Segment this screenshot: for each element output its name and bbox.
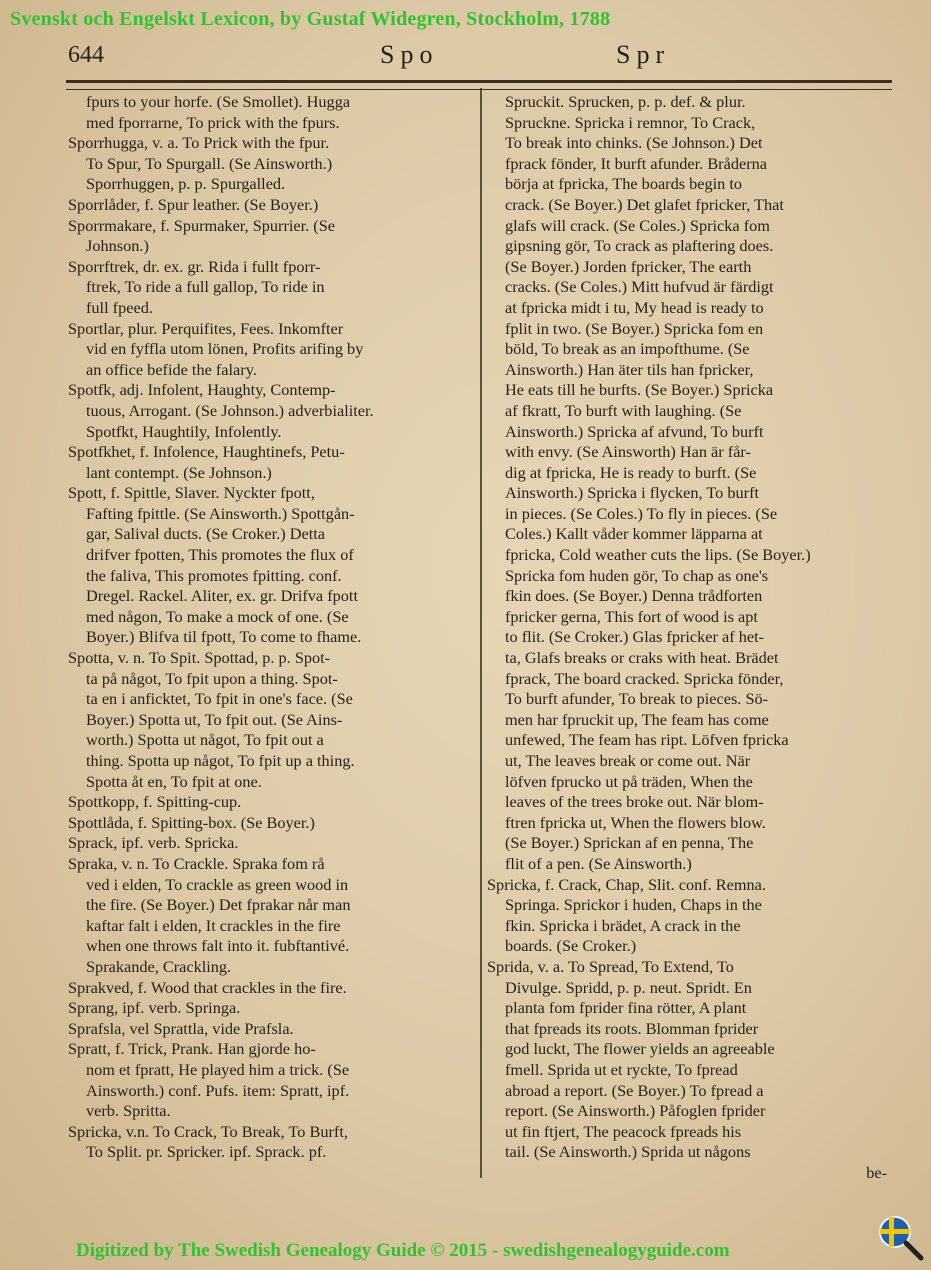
right-column-line: Spruckit. Sprucken, p. p. def. & plur. [505, 92, 746, 111]
top-banner: Svenskt och Engelskt Lexicon, by Gustaf Widegren, Stockholm, 1788 [10, 8, 611, 30]
left-column-line: med fporrarne, To prick with the fpurs. [86, 112, 340, 132]
left-column-line: Sprakved, f. Wood that crackles in the fire. [68, 977, 347, 997]
right-column-line: Coles.) Kallt våder kommer läpparna at [505, 524, 763, 544]
right-column-line: Springa. Sprickor i huden, Chaps in the [505, 895, 762, 915]
page-header [68, 38, 888, 78]
right-column-line: Sprida, v. a. To Spread, To Extend, To [487, 956, 734, 976]
right-column-line: börja at fpricka, The boards begin to [505, 174, 743, 194]
left-column-line: vid en fyffla utom lönen, Profits arifing by [86, 339, 364, 359]
right-column-line: (Se Boyer.) Jorden fpricker, The earth [505, 256, 752, 276]
right-column-line: flit of a pen. (Se Ainsworth.) [505, 853, 692, 873]
swedish-flag-magnifier-icon [875, 1212, 925, 1262]
left-column-line: To Spur, To Spurgall. (Se Ainsworth.) [86, 153, 333, 173]
right-column-line: gipsning gör, To crack as plaftering does. [505, 236, 774, 256]
right-column-line: leaves of the trees broke out. När blom- [505, 792, 764, 812]
bottom-banner: Digitized by The Swedish Genealogy Guide © 2015 - swedishgenealogyguide.com [76, 1240, 730, 1261]
right-column-line: löfven fprucko ut på träden, When the [505, 771, 753, 791]
left-column-line: Sporrhugga, v. a. To Prick with the fpur. [68, 133, 330, 153]
left-column-line: Spotfkt, Haughtily, Infolently. [86, 421, 282, 441]
left-column-line: fpurs to your horfe. (Se Smollet). Hugga [86, 92, 351, 111]
left-column-line: Ainsworth.) conf. Pufs. item: Spratt, ipf. [86, 1080, 350, 1100]
left-column [68, 92, 468, 1163]
header-rule [66, 80, 892, 90]
left-column-line: Sprack, ipf. verb. Spricka. [68, 833, 239, 853]
left-column-line: when one throws falt into it. fubftantivé. [86, 936, 350, 956]
left-column-line: ta på något, To fpit upon a thing. Spot- [86, 668, 338, 688]
right-column-line: fprack fönder, It burft afunder. Bråderna [505, 153, 767, 173]
left-column-line: Spraka, v. n. To Crackle. Spraka fom rå [68, 853, 325, 873]
right-column-line: cracks. (Se Coles.) Mitt hufvud är färdigt [505, 277, 774, 297]
left-column-line: ftrek, To ride a full gallop, To ride in [86, 277, 325, 297]
left-column-line: Sportlar, plur. Perquifites, Fees. Inkomfter [68, 318, 344, 338]
right-column-line: fpricker gerna, This fort of wood is apt [505, 606, 758, 626]
left-column-line: med någon, To make a mock of one. (Se [86, 606, 349, 626]
right-column-line: with envy. (Se Ainsworth) Han är får- [505, 442, 751, 462]
right-column-line: to flit. (Se Croker.) Glas fpricker af het- [505, 627, 765, 647]
left-column-line: gar, Salival ducts. (Se Croker.) Detta [86, 524, 325, 544]
right-column-line: fkin. Spricka i brädet, A crack in the [505, 915, 741, 935]
right-column-line: Ainsworth.) Spricka i flycken, To burft [505, 483, 760, 503]
left-column-line: Dregel. Rackel. Aliter, ex. gr. Drifva fpott [86, 586, 358, 606]
right-column-line: tail. (Se Ainsworth.) Sprida ut någons [505, 1142, 751, 1162]
left-column-line: Spott, f. Spittle, Slaver. Nyckter fpott, [68, 483, 315, 503]
right-column-line: ut fin ftjert, The peacock fpreads his [505, 1121, 742, 1141]
right-column-line: ta, Glafs breaks or craks with heat. Brädet [505, 648, 779, 668]
left-column-line: Spratt, f. Trick, Prank. Han gjorde ho- [68, 1039, 316, 1059]
right-column-line: boards. (Se Croker.) [505, 936, 637, 956]
left-column-line: Spotta, v. n. To Spit. Spottad, p. p. Spot- [68, 648, 331, 668]
right-column-line: fplit in two. (Se Boyer.) Spricka fom en [505, 318, 764, 338]
column-divider [480, 88, 482, 1178]
left-column-line: full fpeed. [86, 297, 153, 317]
left-column-line: ved i elden, To crackle as green wood in [86, 874, 349, 894]
running-head-left: Spo [380, 40, 439, 69]
right-column-line: Ainsworth.) Spricka af afvund, To burft [505, 421, 764, 441]
right-column-line: abroad a report. (Se Boyer.) To fpread a [505, 1080, 764, 1100]
right-column-line: in pieces. (Se Coles.) To fly in pieces. (Se [505, 503, 778, 523]
right-column [487, 92, 887, 1183]
right-column-line: at fpricka midt i tu, My head is ready to [505, 297, 764, 317]
right-column-line: Spricka fom huden gör, To chap as one's [505, 565, 769, 585]
right-column-line: fkin does. (Se Boyer.) Denna trådforten [505, 586, 763, 606]
right-column-line: fpricka, Cold weather cuts the lips. (Se Boyer.) [505, 545, 811, 565]
right-column-line: planta fom fprider fina rötter, A plant [505, 998, 747, 1018]
right-column-line: Spricka, f. Crack, Chap, Slit. conf. Remna. [487, 874, 766, 894]
left-column-line: kaftar falt i elden, It crackles in the fire [86, 915, 341, 935]
left-column-line: Sporrftrek, dr. ex. gr. Rida i fullt fporr- [68, 256, 321, 276]
right-column-line: böld, To break as an impofthume. (Se [505, 339, 750, 359]
right-column-line: ut, The leaves break or come out. När [505, 751, 751, 770]
left-column-line: an office befide the falary. [86, 359, 257, 379]
right-column-line: ftren fpricka ut, When the flowers blow. [505, 812, 766, 832]
left-column-line: Sprakande, Crackling. [86, 956, 232, 976]
left-column-line: Sprafsla, vel Sprattla, vide Prafsla. [68, 1018, 294, 1038]
left-column-line: To Split. pr. Spricker. ipf. Sprack. pf. [86, 1142, 327, 1162]
right-column-line: He eats till he burfts. (Se Boyer.) Spricka [505, 380, 774, 400]
left-column-line: Spricka, v.n. To Crack, To Break, To Burft, [68, 1121, 348, 1141]
left-column-line: Sporrlåder, f. Spur leather. (Se Boyer.) [68, 194, 319, 214]
left-column-line: Johnson.) [86, 236, 149, 256]
right-column-line: fmell. Sprida ut et ryckte, To fpread [505, 1059, 738, 1079]
right-column-line: Spruckne. Spricka i remnor, To Crack, [505, 112, 756, 132]
right-column-line: Ainsworth.) Han äter tils han fpricker, [505, 359, 754, 379]
left-column-line: Spotfk, adj. Infolent, Haughty, Contemp- [68, 380, 336, 400]
right-column-line: (Se Boyer.) Sprickan af en penna, The [505, 833, 754, 853]
left-column-line: Spotta åt en, To fpit at one. [86, 771, 262, 791]
left-column-line: Sporrmakare, f. Spurmaker, Spurrier. (Se [68, 215, 336, 235]
left-column-line: Spotfkhet, f. Infolence, Haughtinefs, Petu- [68, 442, 345, 462]
left-column-line: tuous, Arrogant. (Se Johnson.) adverbialiter. [86, 400, 374, 420]
left-column-line: thing. Spotta up något, To fpit up a thing. [86, 751, 355, 770]
right-column-line: crack. (Se Boyer.) Det glafet fpricker, That [505, 194, 784, 214]
right-column-line: god luckt, The flower yields an agreeable [505, 1039, 775, 1059]
running-head-right: Spr [616, 40, 671, 69]
right-column-line: dig at fpricka, He is ready to burft. (Se [505, 462, 757, 482]
right-column-line: unfewed, The feam has ript. Löfven fpricka [505, 730, 789, 750]
right-column-line: glafs will crack. (Se Coles.) Spricka fom [505, 215, 770, 235]
right-column-line: be- [866, 1162, 887, 1182]
left-column-line: Sporrhuggen, p. p. Spurgalled. [86, 174, 286, 194]
right-column-line: men har fpruckit up, The feam has come [505, 709, 769, 729]
left-column-line: the fire. (Se Boyer.) Det fprakar når man [86, 895, 351, 915]
right-column-line: report. (Se Ainsworth.) Påfoglen fprider [505, 1101, 766, 1121]
right-column-line: To break into chinks. (Se Johnson.) Det [505, 133, 763, 153]
right-column-line: that fpreads its roots. Blomman fprider [505, 1018, 759, 1038]
left-column-line: Spottlåda, f. Spitting-box. (Se Boyer.) [68, 812, 315, 832]
left-column-line: Fafting fpittle. (Se Ainsworth.) Spottgån- [86, 503, 355, 523]
page-number: 644 [68, 42, 104, 68]
left-column-line: Spottkopp, f. Spitting-cup. [68, 792, 242, 812]
left-column-line: Sprang, ipf. verb. Springa. [68, 998, 241, 1018]
left-column-line: nom et fpratt, He played him a trick. (Se [86, 1059, 350, 1079]
right-column-line: fprack, The board cracked. Spricka fönder, [505, 668, 784, 688]
left-column-line: the faliva, This promotes fpitting. conf. [86, 565, 342, 585]
left-column-line: verb. Spritta. [86, 1101, 171, 1121]
left-column-line: ta en i anficktet, To fpit in one's face. (Se [86, 689, 353, 709]
right-column-line: Divulge. Spridd, p. p. neut. Spridt. En [505, 977, 752, 997]
left-column-line: lant contempt. (Se Johnson.) [86, 462, 272, 482]
right-column-line: To burft afunder, To break to pieces. Sö- [505, 689, 769, 709]
left-column-line: worth.) Spotta ut något, To fpit out a [86, 730, 324, 750]
left-column-line: Boyer.) Blifva til fpott, To come to fhame. [86, 627, 362, 647]
left-column-line: drifver fpotten, This promotes the flux of [86, 545, 354, 565]
left-column-line: Boyer.) Spotta ut, To fpit out. (Se Ains- [86, 709, 343, 729]
right-column-line: af fkratt, To burft with laughing. (Se [505, 400, 742, 420]
